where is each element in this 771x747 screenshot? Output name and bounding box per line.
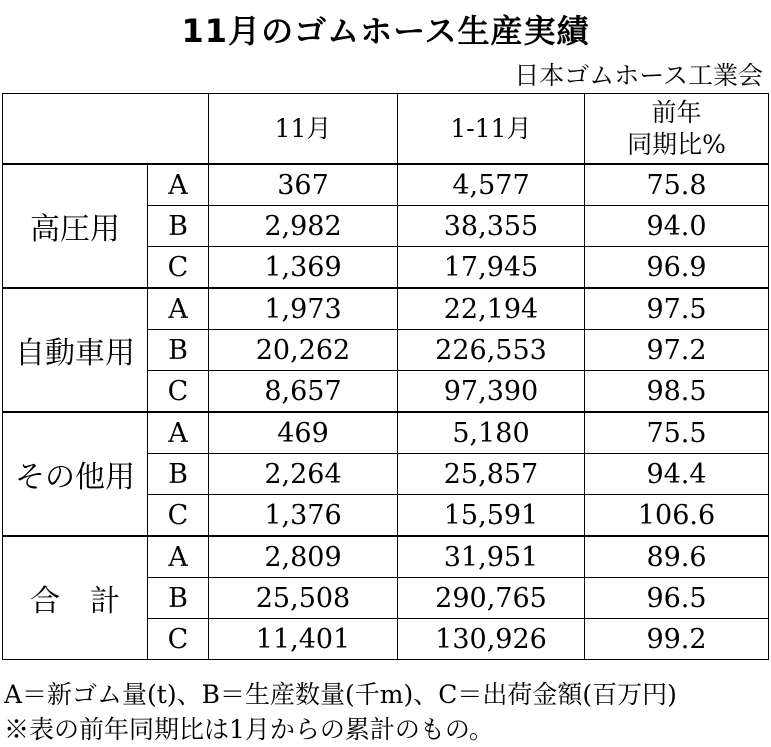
header-yoy-line1: 前年 — [651, 97, 702, 127]
type-cell: B — [148, 330, 209, 371]
november-value: 2,809 — [209, 536, 398, 578]
type-cell: C — [148, 247, 209, 289]
yoy-value: 99.2 — [585, 619, 769, 660]
november-value: 2,264 — [209, 454, 398, 495]
ytd-value: 5,180 — [398, 412, 585, 454]
category-label: 高圧用 — [3, 164, 148, 288]
ytd-value: 226,553 — [398, 330, 585, 371]
table-body — [3, 164, 769, 660]
yoy-value: 98.5 — [585, 371, 769, 413]
ytd-value: 4,577 — [398, 164, 585, 206]
november-value: 2,982 — [209, 206, 398, 247]
legend-note: A＝新ゴム量(t)、B＝生産数量(千m)、C＝出荷金額(百万円) — [4, 680, 677, 709]
footnote: ※表の前年同期比は1月からの累計のもの。 — [4, 715, 494, 744]
ytd-value: 15,591 — [398, 495, 585, 537]
ytd-value: 130,926 — [398, 619, 585, 660]
ytd-value: 31,951 — [398, 536, 585, 578]
november-value: 367 — [209, 164, 398, 206]
type-cell: A — [148, 288, 209, 330]
yoy-value: 96.9 — [585, 247, 769, 289]
page-title: 11月のゴムホース生産実績 — [181, 12, 590, 50]
category-label: 合 計 — [3, 536, 148, 660]
table-row — [3, 412, 769, 454]
november-value: 1,376 — [209, 495, 398, 537]
yoy-value: 75.5 — [585, 412, 769, 454]
header-yoy — [585, 94, 769, 165]
table-row — [3, 164, 769, 206]
header-yoy-line2: 同期比% — [627, 129, 726, 159]
november-value: 8,657 — [209, 371, 398, 413]
header-blank — [3, 94, 209, 165]
yoy-value: 94.0 — [585, 206, 769, 247]
table-row — [3, 288, 769, 330]
table-row — [3, 536, 769, 578]
type-cell: C — [148, 619, 209, 660]
november-value: 1,973 — [209, 288, 398, 330]
yoy-value: 89.6 — [585, 536, 769, 578]
category-label: 自動車用 — [3, 288, 148, 412]
yoy-value: 75.8 — [585, 164, 769, 206]
ytd-value: 17,945 — [398, 247, 585, 289]
type-cell: C — [148, 495, 209, 537]
yoy-value: 97.2 — [585, 330, 769, 371]
november-value: 1,369 — [209, 247, 398, 289]
yoy-value: 97.5 — [585, 288, 769, 330]
ytd-value: 22,194 — [398, 288, 585, 330]
ytd-value: 25,857 — [398, 454, 585, 495]
header-row — [3, 94, 769, 165]
november-value: 469 — [209, 412, 398, 454]
type-cell: A — [148, 536, 209, 578]
header-ytd: 1-11月 — [398, 94, 585, 165]
type-cell: B — [148, 454, 209, 495]
type-cell: A — [148, 164, 209, 206]
ytd-value: 97,390 — [398, 371, 585, 413]
november-value: 20,262 — [209, 330, 398, 371]
yoy-value: 106.6 — [585, 495, 769, 537]
november-value: 11,401 — [209, 619, 398, 660]
ytd-value: 290,765 — [398, 578, 585, 619]
header-month: 11月 — [209, 94, 398, 165]
production-table — [2, 93, 769, 660]
type-cell: A — [148, 412, 209, 454]
november-value: 25,508 — [209, 578, 398, 619]
yoy-value: 96.5 — [585, 578, 769, 619]
type-cell: B — [148, 206, 209, 247]
source-label: 日本ゴムホース工業会 — [514, 61, 763, 90]
type-cell: B — [148, 578, 209, 619]
yoy-value: 94.4 — [585, 454, 769, 495]
ytd-value: 38,355 — [398, 206, 585, 247]
category-label: その他用 — [3, 412, 148, 536]
type-cell: C — [148, 371, 209, 413]
